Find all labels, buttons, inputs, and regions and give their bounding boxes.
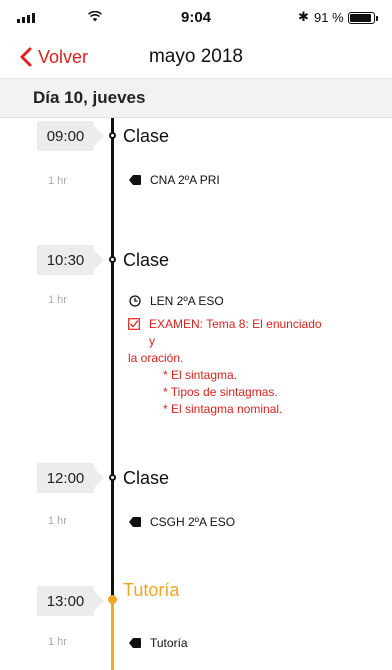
battery-fill bbox=[350, 14, 371, 22]
event-detail bbox=[128, 636, 188, 650]
exam-line: la oración. bbox=[128, 351, 184, 365]
timeline-dot bbox=[109, 474, 116, 481]
event-duration: 1 hr bbox=[48, 175, 67, 187]
bluetooth-icon: ✱ bbox=[298, 9, 309, 24]
event-time: 13:00 bbox=[37, 586, 94, 616]
event-detail-text: LEN 2ºA ESO bbox=[150, 294, 224, 308]
timeline-dot bbox=[109, 256, 116, 263]
event-detail bbox=[128, 515, 235, 529]
event-time: 12:00 bbox=[37, 463, 94, 493]
event-time: 10:30 bbox=[37, 245, 94, 275]
event-detail bbox=[128, 173, 220, 187]
status-time: 9:04 bbox=[180, 9, 212, 26]
timeline-dot bbox=[108, 595, 117, 604]
event-title: Clase bbox=[123, 250, 170, 270]
event-duration: 1 hr bbox=[48, 294, 67, 306]
nav-bar bbox=[0, 36, 392, 79]
tag-icon bbox=[128, 637, 142, 649]
event-time: 09:00 bbox=[37, 121, 94, 151]
timeline-line-tutoria bbox=[111, 598, 114, 670]
event-duration: 1 hr bbox=[48, 515, 67, 527]
exam-bullet: * El sintagma. bbox=[163, 368, 238, 382]
day-header-label: Día 10, jueves bbox=[33, 88, 146, 107]
battery-percent: 91 % bbox=[314, 10, 344, 25]
event-detail-text: CSGH 2ºA ESO bbox=[150, 515, 236, 529]
exam-bullet: * Tipos de sintagmas. bbox=[163, 385, 278, 399]
page-title: mayo 2018 bbox=[148, 46, 243, 67]
event-detail-text: CNA 2ºA PRI bbox=[150, 173, 220, 187]
timeline-line bbox=[111, 118, 114, 598]
event-title: Clase bbox=[123, 126, 170, 146]
event-title: Tutoría bbox=[123, 580, 180, 600]
exam-line: EXAMEN: Tema 8: El enunciado y bbox=[149, 317, 322, 348]
event-detail-text: Tutoría bbox=[150, 636, 188, 650]
checkbox-icon bbox=[128, 318, 140, 335]
status-bar bbox=[0, 0, 392, 36]
day-header bbox=[0, 79, 392, 118]
exam-note bbox=[128, 316, 328, 418]
event-title: Clase bbox=[123, 468, 170, 488]
battery-icon bbox=[348, 12, 375, 24]
clock-icon bbox=[128, 295, 142, 307]
exam-bullet: * El sintagma nominal. bbox=[163, 402, 283, 416]
timeline-dot bbox=[109, 132, 116, 139]
tag-icon bbox=[128, 174, 142, 186]
tag-icon bbox=[128, 516, 142, 528]
back-label: Volver bbox=[38, 46, 89, 67]
event-detail bbox=[128, 294, 224, 308]
event-duration: 1 hr bbox=[48, 636, 67, 648]
